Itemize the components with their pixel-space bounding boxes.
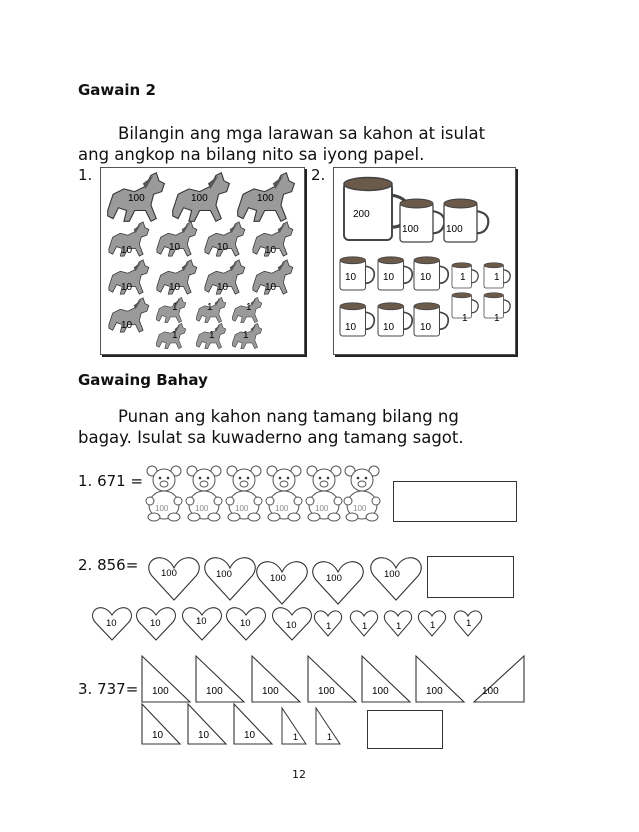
item1-label: 1. 671 = bbox=[78, 472, 144, 490]
item2-label: 2. 856= bbox=[78, 556, 139, 574]
horses-illustration bbox=[101, 168, 304, 354]
heart-label: 1 bbox=[326, 621, 332, 632]
bear-label: 100 bbox=[275, 504, 289, 513]
bear-label: 100 bbox=[235, 504, 249, 513]
triangle-label: 1 bbox=[327, 732, 333, 742]
horse-label: 100 bbox=[191, 193, 208, 204]
mug-label: 100 bbox=[402, 224, 419, 235]
horse-label: 1 bbox=[209, 330, 215, 341]
triangle-label: 100 bbox=[318, 686, 335, 697]
horse-label: 10 bbox=[121, 245, 133, 256]
mug-label: 1 bbox=[494, 313, 500, 324]
heart-label: 100 bbox=[216, 569, 232, 580]
gawain2-instruction-line2: ang angkop na bilang nito sa iyong papel. bbox=[78, 145, 425, 164]
gawaing-bahay-title: Gawaing Bahay bbox=[78, 371, 208, 389]
heart-label: 10 bbox=[150, 618, 161, 629]
mugs-illustration bbox=[334, 168, 515, 354]
mug-label: 1 bbox=[494, 272, 500, 283]
heart-label: 1 bbox=[430, 620, 436, 631]
horse-label: 10 bbox=[121, 320, 133, 331]
mug-label: 100 bbox=[446, 224, 463, 235]
bear-label: 100 bbox=[155, 504, 169, 513]
hearts-illustration-row2 bbox=[92, 604, 492, 648]
triangle-label: 100 bbox=[152, 686, 169, 697]
horse-label: 1 bbox=[172, 302, 178, 313]
horses-picture-box bbox=[100, 167, 305, 355]
triangle-label: 100 bbox=[206, 686, 223, 697]
horse-label: 10 bbox=[169, 242, 181, 253]
gawain2-title: Gawain 2 bbox=[78, 81, 156, 99]
gawaing-bahay-instruction-line2: bagay. Isulat sa kuwaderno ang tamang sagot. bbox=[78, 428, 464, 447]
mug-label: 10 bbox=[345, 272, 357, 283]
bear-label: 100 bbox=[353, 504, 367, 513]
heart-label: 10 bbox=[240, 618, 251, 629]
horse-label: 1 bbox=[246, 302, 252, 313]
triangle-label: 100 bbox=[262, 686, 279, 697]
bears-illustration bbox=[142, 465, 382, 523]
heart-label: 100 bbox=[161, 568, 177, 579]
triangle-label: 100 bbox=[426, 686, 443, 697]
answer-box-2[interactable] bbox=[427, 556, 514, 598]
mug-label: 10 bbox=[420, 322, 432, 333]
mug-label: 200 bbox=[353, 209, 370, 220]
triangle-label: 100 bbox=[482, 686, 499, 697]
triangles-illustration bbox=[138, 654, 530, 704]
horse-label: 10 bbox=[265, 245, 277, 256]
horse-row1 bbox=[108, 173, 295, 222]
horse-label: 100 bbox=[128, 193, 145, 204]
bear-label: 100 bbox=[315, 504, 329, 513]
mug-label: 10 bbox=[383, 322, 395, 333]
heart-label: 1 bbox=[396, 621, 402, 632]
horse-label: 10 bbox=[265, 282, 277, 293]
item3-label: 3. 737= bbox=[78, 680, 139, 698]
heart-label: 10 bbox=[106, 618, 117, 629]
horse-label: 10 bbox=[217, 242, 229, 253]
heart-label: 100 bbox=[326, 573, 342, 584]
triangle-label: 100 bbox=[372, 686, 389, 697]
answer-box-1[interactable] bbox=[393, 481, 517, 522]
triangle-label: 10 bbox=[198, 730, 210, 741]
triangle-label: 10 bbox=[152, 730, 164, 741]
horse-row2 bbox=[109, 222, 293, 256]
horse-label: 1 bbox=[243, 330, 249, 341]
page-number: 12 bbox=[292, 768, 306, 781]
horse-row3 bbox=[109, 260, 293, 294]
heart-label: 100 bbox=[384, 569, 400, 580]
horse-label: 1 bbox=[172, 330, 178, 341]
triangle-label: 1 bbox=[293, 732, 299, 742]
mug-label: 10 bbox=[420, 272, 432, 283]
heart-label: 1 bbox=[466, 618, 472, 629]
horse-label: 10 bbox=[121, 282, 133, 293]
item1-number: 1. bbox=[78, 166, 93, 184]
gawain2-instruction-line1: Bilangin ang mga larawan sa kahon at isulat bbox=[118, 124, 486, 143]
mug-label: 10 bbox=[345, 322, 357, 333]
mug-label: 1 bbox=[462, 313, 468, 324]
bear-label: 100 bbox=[195, 504, 209, 513]
horse-label: 10 bbox=[169, 282, 181, 293]
heart-label: 100 bbox=[270, 573, 286, 584]
horse-label: 10 bbox=[217, 282, 229, 293]
horse-label: 1 bbox=[207, 302, 213, 313]
mug-label: 10 bbox=[383, 272, 395, 283]
heart-label: 10 bbox=[286, 620, 297, 631]
gawaing-bahay-instruction-line1: Punan ang kahon nang tamang bilang ng bbox=[118, 407, 459, 426]
answer-box-3[interactable] bbox=[367, 710, 443, 749]
item2-number: 2. bbox=[311, 166, 326, 184]
mugs-picture-box bbox=[333, 167, 516, 355]
triangles-illustration-row2 bbox=[138, 702, 358, 746]
mug-label: 1 bbox=[460, 272, 466, 283]
heart-label: 1 bbox=[362, 621, 368, 632]
triangle-label: 10 bbox=[244, 730, 256, 741]
heart-label: 10 bbox=[196, 616, 207, 627]
horse-row4 bbox=[109, 297, 262, 348]
horse-label: 100 bbox=[257, 193, 274, 204]
